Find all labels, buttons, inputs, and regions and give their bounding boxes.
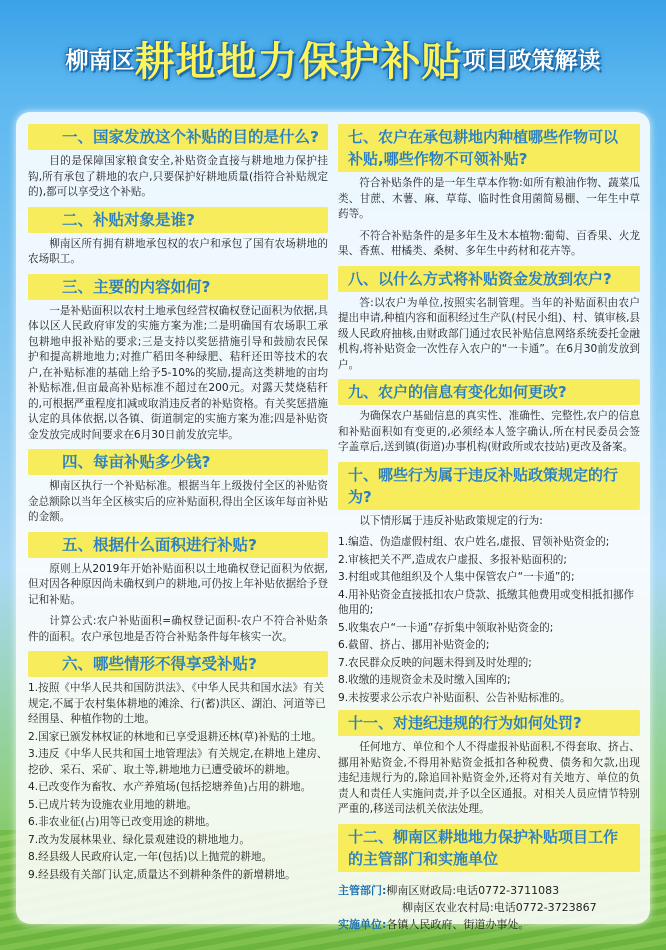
section-2-text: 柳南区所有拥有耕地承包权的农户和承包了国有农场耕地的农场职工。 [28, 237, 328, 265]
section-4-title: 四、每亩补贴多少钱? [28, 449, 328, 475]
title-main: 耕地地力保护补贴 [134, 39, 463, 85]
list-item: 1.按照《中华人民共和国防洪法》、《中华人民共和国水法》有关规定,不属于农村集体耕地的滩涂、行(蓄)洪区、湖泊、河道等已经围垦、种植作物的土地。 [28, 682, 326, 725]
list-item: 4.已改变作为畜牧、水产养殖场(包括挖塘养鱼)占用的耕地。 [28, 781, 312, 793]
impl-units: 各镇人民政府、街道办事处。 [386, 917, 530, 931]
header [0, 0, 666, 110]
list-item: 7.农民群众反映的问题未得到及时处理的; [338, 656, 532, 669]
left-column [28, 124, 328, 885]
section-3-text: 一是补贴面积以农村土地承包经营权确权登记面积为依据,具体以区人民政府审发的实施方案为准;二是明确国有农场职工承包耕地申报补贴的要求;三是支持以奖惩措施引导和鼓励农民保护和提高耕地地力;对推广稻田冬种绿肥、秸秆还田等技术的农户,在补贴标准的基础上给予5-10%的奖励,提高这类耕地的亩均补贴标准,但亩最高补贴标准不超过在200元。对露天焚烧秸秆的,可根据严重程度扣减或取消违反者的补贴资格。有关奖惩措施认定的具体依据,以各镇、街道制定的实施方案为准;四是补贴资金发放完成时间要求在6月30日前发放完毕。 [28, 304, 328, 441]
list-item: 6.非农业征(占)用等已改变用途的耕地。 [28, 816, 216, 828]
section-8-title: 八、以什么方式将补贴资金发放到农户? [338, 266, 640, 292]
section-6-title: 六、哪些情形不得享受补贴? [28, 651, 328, 677]
list-item: 2.审核把关不严,造成农户虚报、多报补贴面积的; [338, 553, 567, 566]
list-item: 9.经县级有关部门认定,质量达不到耕种条件的新增耕地。 [28, 868, 296, 881]
section-9-title: 九、农户的信息有变化如何更改? [338, 379, 640, 405]
contact-info [338, 882, 640, 933]
section-10-intro: 以下情形属于违反补贴政策规定的行为: [359, 514, 543, 527]
list-item: 3.村组或其他组织及个人集中保管农户“一卡通”的; [338, 571, 575, 583]
list-item: 5.已成片转为设施农业用地的耕地。 [28, 798, 198, 811]
section-7-title: 七、农户在承包耕地内种植哪些作物可以补贴,哪些作物不可领补贴? [338, 124, 640, 172]
impl-label: 实施单位: [338, 917, 387, 931]
list-item: 9.未按要求公示农户补贴面积、公告补贴标准的。 [338, 691, 571, 704]
list-item: 7.改为发展林果业、绿化景观建设的耕地地力。 [28, 833, 250, 846]
section-5-title: 五、根据什么面积进行补贴? [28, 532, 328, 558]
dept-1: 柳南区财政局:电话0772-3711083 [386, 883, 560, 897]
section-5-text-2: 计算公式:农户补贴面积=确权登记面积-农户不符合补贴条件的面积。农户承包地是否符合补贴条件每年核实一次。 [28, 615, 328, 643]
section-1-text: 目的是保障国家粮食安全,补贴资金直接与耕地地力保护挂钩,所有承包了耕地的农户,只要保护好耕地质量(指符合补贴规定的),都可以享受这个补贴。 [28, 155, 328, 198]
list-item: 6.截留、挤占、挪用补贴资金的; [338, 639, 490, 651]
section-10-title: 十、哪些行为属于违反补贴政策规定的行为? [338, 462, 640, 510]
list-item: 8.经县级人民政府认定,一年(包括)以上抛荒的耕地。 [28, 851, 273, 863]
list-item: 2.国家已颁发林权证的林地和已享受退耕还林(草)补贴的土地。 [28, 730, 322, 743]
section-3-title: 三、主要的内容如何? [28, 274, 328, 300]
title-prefix: 柳南区 [65, 48, 135, 74]
title-suffix: 项目政策解读 [462, 48, 601, 74]
dept-label: 主管部门: [338, 883, 387, 897]
content-panel [16, 112, 650, 931]
section-11-title: 十一、对违纪违规的行为如何处罚? [338, 710, 640, 736]
section-4-text: 柳南区执行一个补贴标准。根据当年上级拨付全区的补贴资金总额除以当年全区核实后的应补贴面积,得出全区该年每亩补贴的金额。 [28, 480, 328, 523]
list-item: 3.违反《中华人民共和国土地管理法》有关规定,在耕地上建房、挖砂、采石、采矿、取土等,耕地地力已遭受破坏的耕地。 [28, 748, 328, 776]
section-7-text-2: 不符合补贴条件的是多年生及木本植物:葡萄、百香果、火龙果、香蕉、柑橘类、桑树、多年生中药材和花卉等。 [338, 229, 640, 257]
list-item: 8.收缴的违规资金未及时缴入国库的; [338, 674, 511, 686]
section-2-title: 二、补贴对象是谁? [28, 207, 328, 233]
list-item: 5.收集农户“一卡通”存折集中领取补贴资金的; [338, 621, 554, 634]
section-8-text: 答:以农户为单位,按照实名制管理。当年的补贴面积由农户提出申请,种植内容和面积经过生产队(村民小组)、村、镇审核,县级人民政府抽核,由财政部门通过农民补贴信息网络系统委托金融机构,将补贴资金一次性存入农户的“一卡通”。在6月30前发放到户。 [338, 296, 640, 371]
section-5-text-1: 原则上从2019年开始补贴面积以土地确权登记面积为依据,但对因各种原因尚未确权到户的耕地,可仍按上年补贴依据给予登记和补贴。 [28, 562, 328, 606]
section-9-text: 为确保农户基础信息的真实性、准确性、完整性,农户的信息和补贴面积如有变更的,必须经本人签字确认,所在村民委员会签字盖章后,送到镇(街道)办事机构(财政所或农技站)更改及备案。 [338, 410, 640, 453]
list-item: 1.编造、伪造虚假村组、农户姓名,虚报、冒领补贴资金的; [338, 536, 610, 548]
section-11-text: 任何地方、单位和个人不得虚报补贴面积,不得套取、挤占、挪用补贴资金,不得用补贴资金抵扣各种税费、债务和欠款,出现违纪违规行为的,除追回补贴资金外,还将对有关地方、单位的负责人和责任人实施问责,并予以全区通报。对相关人员应情节特别严重的,移送司法机关依法处理。 [338, 741, 640, 815]
section-12-title: 十二、柳南区耕地地力保护补贴项目工作的主管部门和实施单位 [338, 824, 640, 872]
dept-2: 柳南区农业农村局:电话0772-3723867 [402, 900, 597, 914]
list-item: 4.用补贴资金直接抵扣农户贷款、抵缴其他费用或变相抵扣挪作他用的; [338, 588, 635, 616]
right-column [338, 124, 640, 933]
section-1-title: 一、国家发放这个补贴的目的是什么? [28, 124, 328, 150]
section-7-text-1: 符合补贴条件的是一年生草本作物:如所有粮油作物、蔬菜瓜类、甘蔗、木薯、麻、草莓、临时性食用菌简易棚、一年生中草药等。 [338, 177, 640, 220]
page-title [0, 30, 666, 87]
